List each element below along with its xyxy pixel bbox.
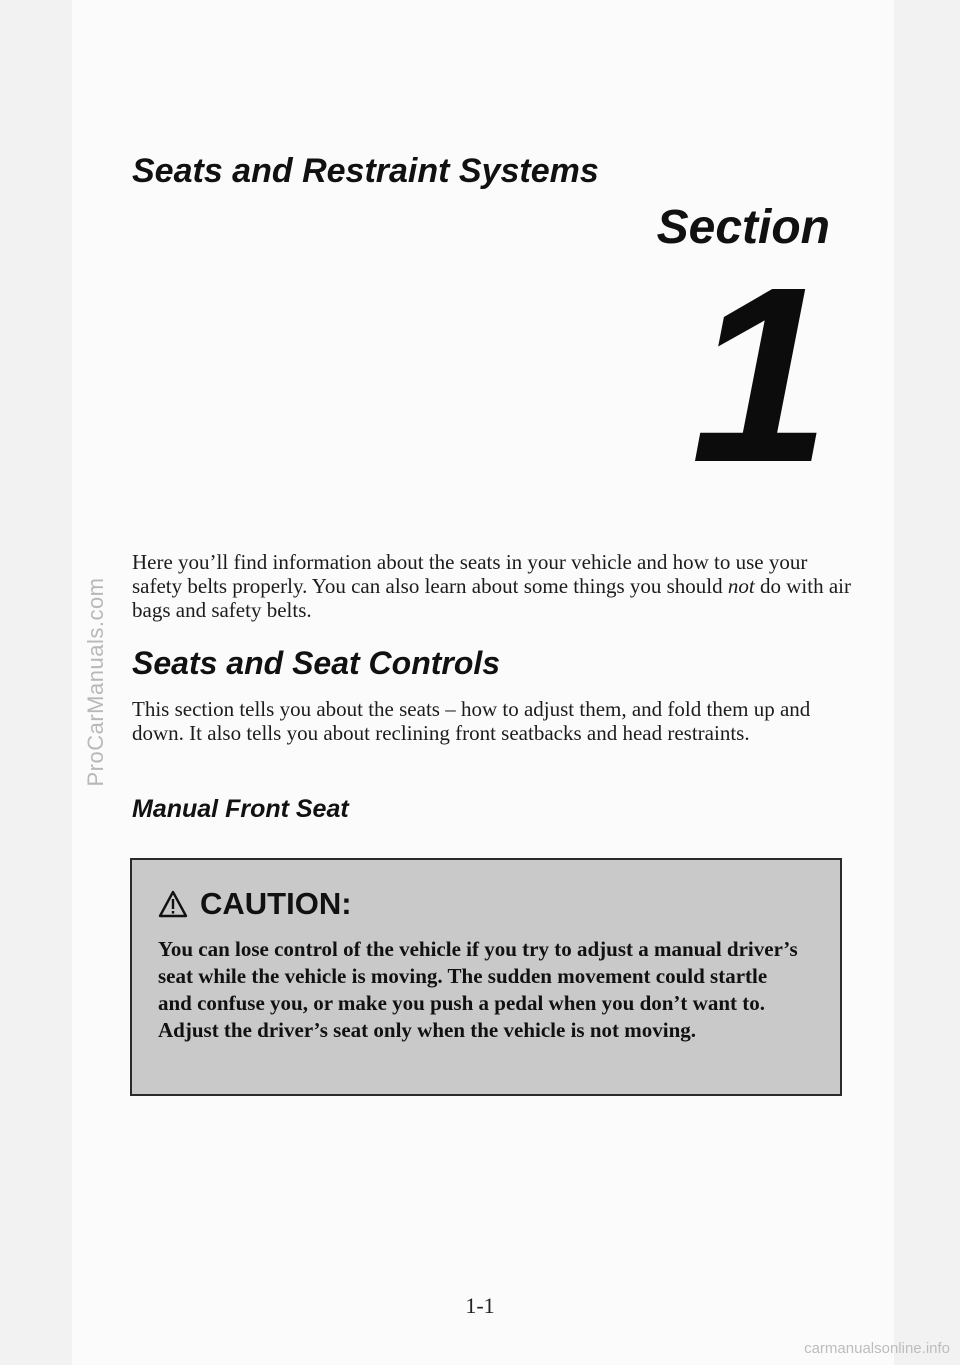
manual-seat-heading: Manual Front Seat bbox=[132, 795, 349, 823]
section-number: 1 bbox=[690, 235, 830, 514]
intro-text-start: Here you’ll find information about the seats in your vehicle and how to use your safety belts properly. You can also learn about some things you should bbox=[132, 550, 808, 598]
caution-header bbox=[158, 886, 818, 922]
side-watermark: ProCarManuals.com bbox=[83, 577, 108, 787]
warning-triangle-icon bbox=[158, 890, 188, 918]
intro-paragraph bbox=[132, 550, 852, 622]
seats-paragraph: This section tells you about the seats – how to adjust them, and fold them up and down. It also tells you about reclining front seatbacks and head restraints. bbox=[132, 697, 811, 745]
section-label: Section bbox=[656, 201, 830, 254]
caution-text: You can lose control of the vehicle if you try to adjust a manual driver’s seat while the vehicle is moving. The sudden movement could startle and confuse you, or make you push a pedal when you don’t want to. Adjust the driver’s seat only when the vehicle is not moving. bbox=[158, 937, 798, 1042]
intro-text-end: do with air bags and safety belts. bbox=[132, 574, 851, 622]
footer-watermark: carmanualsonline.info bbox=[804, 1340, 950, 1357]
seats-heading: Seats and Seat Controls bbox=[132, 645, 501, 681]
chapter-title: Seats and Restraint Systems bbox=[132, 152, 599, 190]
page-number: 1-1 bbox=[465, 1293, 495, 1318]
intro-emphasis: not bbox=[727, 574, 755, 598]
caution-box bbox=[130, 858, 842, 1096]
caution-heading: CAUTION: bbox=[200, 886, 352, 921]
